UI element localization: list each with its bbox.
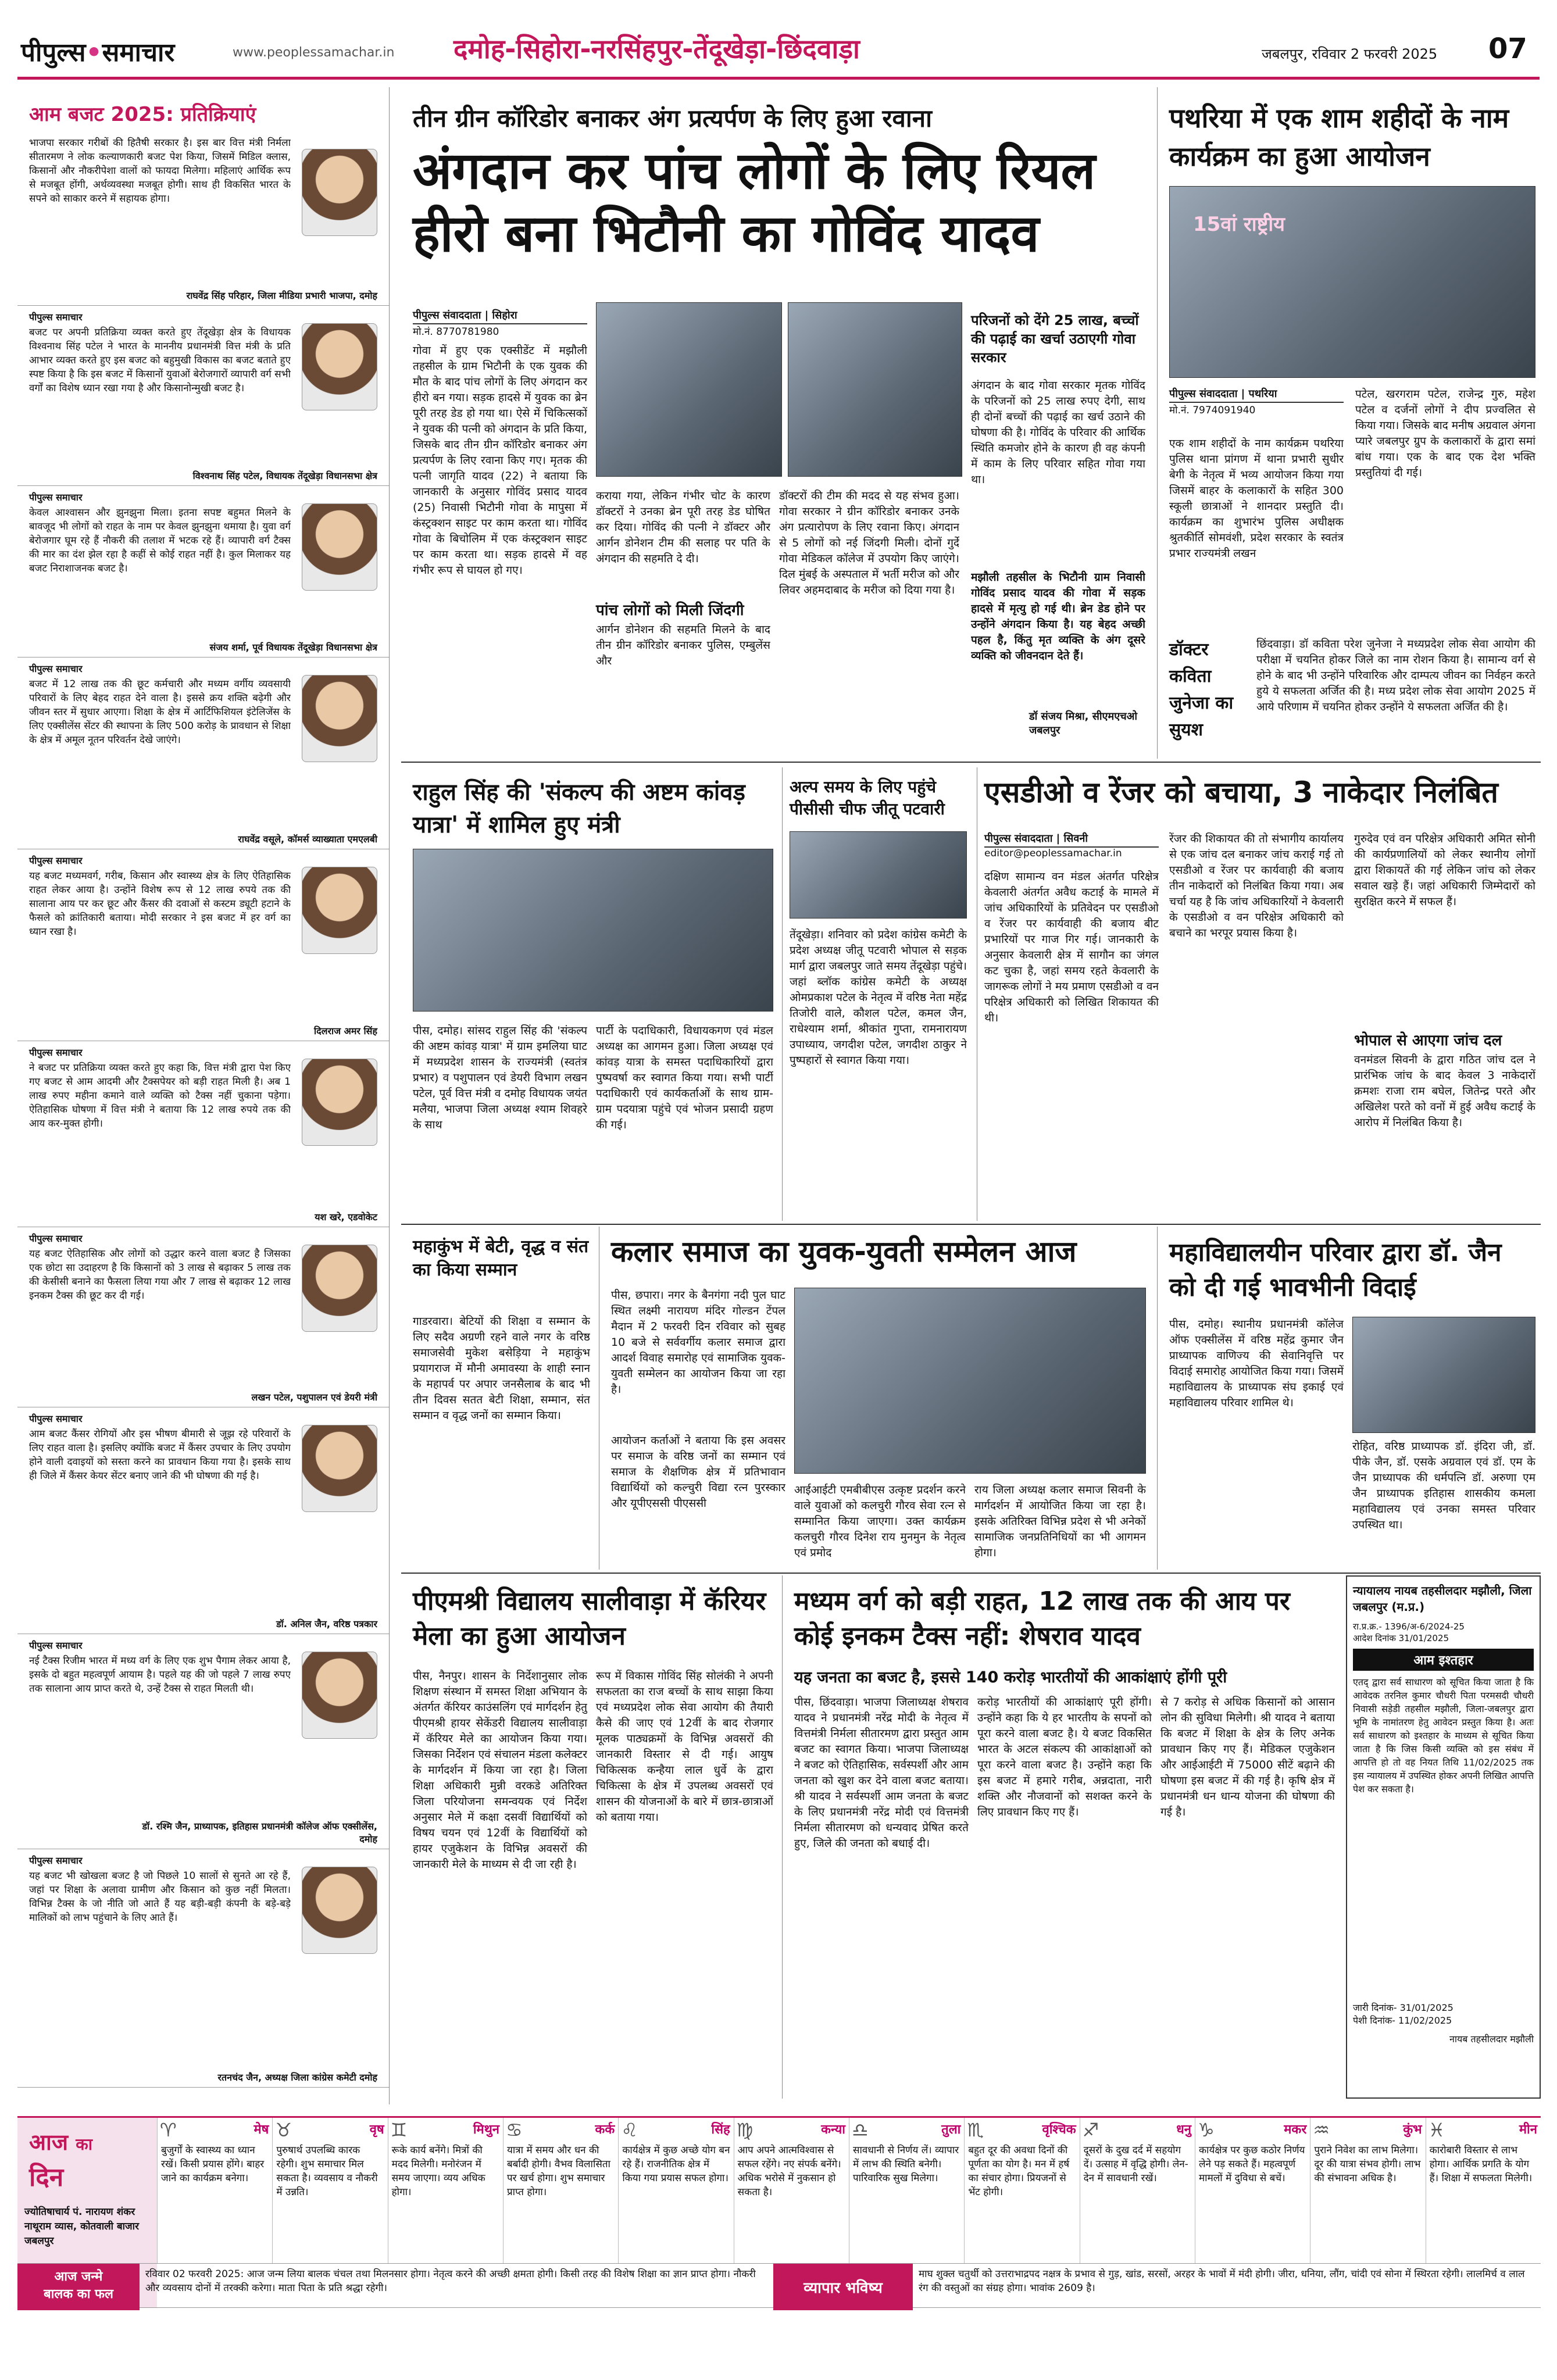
budget-reaction [17,1407,389,1634]
zodiac-text: रूके कार्य बनेंगे। मित्रों की मदद मिलेगी। मनोरंजन में समय जाएगा। व्यय अधिक होगा। [391,2145,485,2198]
birth-text: रविवार 02 फरवरी 2025: आज जन्म लिया बालक चंचल तथा मिलनसार होगा। नेतृत्व करने की अच्छी क्षमता होगी। किसी तरह की विशेष शिक्षा का ज्ञान प्राप्त होगा। नौकरी और व्यवसाय दोनों में तरक्की करेगा। माता पिता के प्रति श्रद्धा रहेगी। [145,2268,756,2294]
trade-label: व्यापार भविष्य [773,2264,913,2310]
zodiac-symbol-icon: ♎ [852,2119,869,2141]
reaction-author: राघवेंद्र वसूले, कॉमर्स व्याख्याता एमएलबी [238,834,377,845]
zodiac-name: सिंह [711,2122,730,2137]
reaction-portrait [302,1425,377,1512]
masthead [0,0,1557,87]
logo-dot: • [85,38,102,67]
main-quote-by: डॉ संजय मिश्रा, सीएमएचओ जबलपुर [1029,710,1138,737]
sdo-story [977,767,1541,1221]
budget-reaction [17,849,389,1041]
zodiac-sign [388,2118,503,2263]
jain-headline: महाविद्यालयीन परिवार द्वारा डॉ. जैन को दी गई भावभीनी विदाई [1169,1238,1502,1302]
reaction-portrait [302,675,377,762]
patwari-body: तेंदूखेड़ा। शनिवार को प्रदेश कांग्रेस कमेटी के प्रदेश अध्यक्ष जीतू पटवारी भोपाल से सड़क मार्ग द्वारा जबलपुर जाते समय तेंदूखेड़ा पहुंचे। जहां ब्लॉक कांग्रेस कमेटी के अध्यक्ष ओमप्रकाश पटेल के नेतृत्व में वरिष्ठ नेता महेंद्र तिजोरी वाले, कौशल पटेल, कमल जैन, राधेश्याम शर्मा, श्रीकांत गुप्ता, रामनारायण उपाध्याय, जगदीश पटेल, जगदीश ठाकुर ने पुष्पहारों से स्वागत किया गया। [790,928,967,1067]
reaction-text: यह बजट ऐतिहासिक और लोगों को उद्धार करने वाला बजट है जिसका एक छोटा सा उदाहरण है कि किसानों को 3 लाख से बढ़ाकर 5 लाख तक की केसीसी बनाने का फैसला लिया गया और 7 लाख से बढ़ाकर 12 लाख इनकम टैक्स की छूट कर दी गई। [29,1248,291,1302]
reaction-tag: पीपुल्स समाचार [29,492,83,503]
sdo-body-col3: गुरुदेव एवं वन परिक्षेत्र अधिकारी अमित सोनी की कार्यप्रणालियों को लेकर स्थानीय लोगों द्वारा शिकायतें की गई लेकिन जांच को लेकर सवाल खड़े हैं। जहां अधिकारी जिम्मेदारों को सुरक्षित करने में सफल हैं। [1354,832,1535,908]
zodiac-name: कन्या [821,2122,845,2137]
row2-rule [401,762,1541,763]
zodiac-symbol-icon: ♓ [1428,2119,1445,2141]
zodiac-symbol-icon: ♌ [621,2119,638,2141]
budget-heading: आम बजट 2025: प्रतिक्रियाएं [29,103,256,126]
main-kicker: तीन ग्रीन कॉरिडोर बनाकर अंग प्रत्यर्पण के लिए हुआ रवाना [413,104,932,133]
reaction-author: लखन पटेल, पशुपालन एवं डेयरी मंत्री [251,1392,377,1403]
horoscope-band [17,2116,1541,2308]
reaction-tag: पीपुल्स समाचार [29,1047,83,1058]
budget-reaction [17,1634,389,1849]
zodiac-text: दूसरों के दुख दर्द में सहयोग दें। उत्साह में वृद्धि होगी। लेन-देन में सावधानी रखें। [1083,2145,1188,2184]
kumbh-story [401,1227,596,1570]
zodiac-sign [734,2118,849,2263]
main-headline: अंगदान कर पांच लोगों के लिए रियल हीरो बना भिटौनी का गोविंद यादव [413,141,1096,263]
reaction-author: राघवेंद्र सिंह परिहार, जिला मीडिया प्रभारी भाजपा, दमोह [186,290,377,301]
kalar-caption-1: आईआईटी एमबीबीएस उत्कृष्ट प्रदर्शन करने वाले युवाओं को कलचुरी गौरव सेवा रत्न से सम्मानित किया जाएगा। उक्त कार्यक्रम कलचुरी गौरव दिनेश राय मुनमुन के नेतृत्व एवं प्रमोद [794,1484,966,1559]
website: www.peoplessamachar.in [233,45,395,60]
reaction-author: रतनचंद जैन, अध्यक्ष जिला कांग्रेस कमेटी दमोह [217,2072,377,2083]
pathariya-body-col2: पटेल, खरगराम पटेल, राजेन्द्र गुरु, महेश पटेल व दर्जनों लोगों ने दीप प्रज्वलित से किया गया। जिसके बाद मनीष अग्रवाल अंगना प्यारे जबलपुर ग्रुप के कलाकारों के द्वारा समां बांध गया। एक के बाद एक देश भक्ति प्रस्तुतियां दी गई। [1355,388,1535,479]
reaction-tag: पीपुल्स समाचार [29,1413,83,1424]
main-photo-2 [788,302,962,477]
budget-reaction [17,1227,389,1407]
zodiac-symbol-icon: ♑ [1198,2119,1215,2141]
zodiac-sign [1310,2118,1425,2263]
budget-reaction [17,1041,389,1227]
reaction-tag: पीपुल्स समाचार [29,663,83,674]
rahul-headline: राहुल सिंह की 'संकल्प की अष्टम कांवड़ यात्रा' में शामिल हुए मंत्री [413,779,745,838]
budget-reaction [17,131,389,306]
kumbh-body: गाडरवारा। बेटियों की शिक्षा व सम्मान के लिए सदैव अग्रणी रहने वाले नगर के वरिष्ठ समाजसेवी मुकेश बसेड़िया ने महाकुंभ प्रयागराज में मौनी अमावस्या के शाही स्नान के महापर्व पर अपार जनसैलाब के बाद भी तीन दिवस सतत बेटी शिक्षा, सम्मान, संत सम्मान व वृद्ध जनों का सम्मान किया। [413,1315,590,1422]
city-3: नरसिंहपुर- [591,33,694,65]
reaction-author: यश खरे, एडवोकेट [315,1212,377,1223]
main-body-col1: गोवा में हुए एक एक्सीडेंट में मझौली तहसील के ग्राम भिटौनी के एक युवक की मौत के बाद पांच लोगों के लिए अंगदान कर हीरो बन गया। सड़क हादसे में युवक का ब्रेन पूरी तरह डेड हो गया था। ऐसे में चिकित्सकों ने युवक की पत्नी को अंगदान के प्रति किया, जिसके बाद तीन ग्रीन कॉरिडोर बनाकर अंग प्रत्यर्पण के लिए रवाना किए गए। मृतक की पत्नी जागृति यादव (22) ने बताया कि जानकारी के अनुसार गोविंद प्रसाद यादव (25) निवासी भिटौनी गोवा के मापुसा में कंस्ट्रक्शन साइट पर काम करता था। गोविंद गोवा के बिचोलिम में एक कंस्ट्रक्शन साइट पर काम करता था। सड़क हादसे में वह गंभीर रूप से घायल हो गए। [413,344,587,577]
pathariya-photo [1169,186,1535,378]
zodiac-sign [157,2118,272,2263]
tax-body-col3: से 7 करोड़ से अधिक किसानों को आसान लोन की सुविधा मिलेगी। श्री यादव ने बताया कि बजट में शिक्षा के क्षेत्र के लिए अनेक प्रावधान किए गए हैं। मेडिकल एजुकेशन और आईआईटी में 75000 सीटें बढ़ाने की घोषणा इस बजट में की गई है। कृषि क्षेत्र में प्रधानमंत्री धन धान्य योजना की घोषणा की गई है। [1160,1696,1335,1818]
zodiac-symbol-icon: ♊ [390,2119,408,2141]
budget-column [17,87,390,2104]
pathariya-headline: पथरिया में एक शाम शहीदों के नाम कार्यक्रम का हुआ आयोजन [1169,102,1509,172]
din-label: दिन [29,2163,64,2192]
zodiac-sign [618,2118,733,2263]
page-number: 07 [1488,33,1527,65]
career-body-col2: रूप में विकास गोविंद सिंह सोलंकी ने अपनी सफलता का राज बच्चों के साथ साझा किया एवं मध्यप्रदेश लोक सेवा आयोग की तैयारी कैसे की जाए एवं 12वीं के बाद रोजगार मूलक पाठ्यक्रमों के विभिन्न अवसरों की जानकारी विस्तार से दी गई। आयुष चिकित्सक कन्हैया लाल धुर्वे के द्वारा चिकित्सा के क्षेत्र में उपलब्ध अवसरों एवं शासन की योजनाओं के बारे में छात्र-छात्राओं को बताया गया। [596,1670,773,1824]
reaction-text: नई टैक्स रिजीम भारत में मध्य वर्ग के लिए एक शुभ पैगाम लेकर आया है, इसके दो बहुत महत्वपूर्ण आयाम है। पहले यह की जो पहले 7 लाख रुपए तक सालाना आय प्राप्त करते थे, उन्हें टैक्स से राहत मिलती थी। [29,1655,291,1695]
reaction-author: संजय शर्मा, पूर्व विधायक तेंदूखेड़ा विधानसभा क्षेत्र [209,642,377,653]
reaction-portrait [302,1059,377,1146]
zodiac-grid [157,2118,1541,2263]
reaction-author: डॉ. अनिल जैन, वरिष्ठ पत्रकार [276,1618,377,1629]
birth-box [17,2263,773,2310]
reaction-author: दिलराज अमर सिंह [314,1025,377,1037]
jain-body-col2: रोहित, वरिष्ठ प्राध्यापक डॉ. इंदिरा जी, डॉ. पीके जैन, डॉ. एसके अग्रवाल एवं डॉ. एम के जैन प्राध्यापक की धर्मपत्नि डॉ. अरुणा एम जैन प्राध्यापक इतिहास शासकीय कमला महाविद्यालय एवं उनका समस्त परिवार उपस्थित था। [1352,1440,1535,1531]
header-rule [17,77,1540,80]
reaction-text: यह बजट मध्यमवर्ग, गरीब, किसान और स्वास्थ्य क्षेत्र के लिए ऐतिहासिक राहत लेकर आया है। उन्होंने विशेष रूप से 12 लाख रुपये तक की सालाना आय पर कर छूट और कैंसर की दवाओं से कस्टम ड्यूटी हटाने के फैसले को क्रांतिकारी बताया। मोदी सरकार ने इस बजट में हर वर्ग का ध्यान रखा है। [29,870,291,938]
reaction-portrait [302,503,377,591]
aaj-label [29,2127,92,2157]
zodiac-symbol-icon: ♋ [506,2119,523,2141]
tax-body-col1: पीस, छिंदवाड़ा। भाजपा जिलाध्यक्ष शेषराव यादव ने प्रधानमंत्री नरेंद्र मोदी के नेतृत्व में वित्तमंत्री निर्मला सीतारमण द्वारा प्रस्तुत आम बजट का स्वागत किया। भाजपा जिलाध्यक्ष ने बजट को ऐतिहासिक, सर्वस्पर्शी और आम जनता को खुश कर देने वाला बजट बताया। श्री यादव ने सर्वस्पर्शी आम जनता के बजट के लिए प्रधानमंत्री नरेंद्र मोदी एवं वित्तमंत्री निर्मला सीतारमण को धन्यवाद प्रेषित करते हुए, जिले की जनता को बधाई दी। [794,1696,969,1850]
reaction-portrait [302,1867,377,1954]
zodiac-name: धनु [1176,2122,1191,2137]
zodiac-sign [849,2118,964,2263]
dateline: जबलपुर, रविवार 2 फरवरी 2025 [1262,46,1438,62]
zodiac-text: बहुत दूर की अवधा दिनों की पूर्णता का योग है। मन में हर्ष का संचार होगा। प्रियजनों से भेंट होगी। [968,2145,1070,2198]
jain-story [1157,1227,1541,1570]
sdo-email[interactable]: editor@peoplessamachar.in [984,848,1122,859]
zodiac-name: वृष [369,2122,384,2137]
city-4: तेंदूखेड़ा- [693,33,777,65]
zodiac-name: वृश्चिक [1042,2122,1076,2137]
doctor-headline: डॉक्टर कविता जुनेजा का सुयश [1169,639,1234,740]
logo-part1: पीपुल्स [21,38,86,67]
reaction-text: बजट पर अपनी प्रतिक्रिया व्यक्त करते हुए तेंदूखेड़ा क्षेत्र के विधायक विश्वनाथ सिंह पटेल ने भारत के माननीय प्रधानमंत्री वित्त मंत्री के प्रति आभार व्यक्त करते हुए इस बजट को बहुमुखी विकास का बजट बताते हुए स्पष्ट किया है कि इस बजट में किसानों युवाओं बेरोजगारों व्यापारी वर्ग सभी वर्गों का विशेष ध्यान रखा गया है और किसानोन्मुखी बजट है। [29,327,291,394]
sdo-body-col1: दक्षिण सामान्य वन मंडल अंतर्गत परिक्षेत्र केवलारी अंतर्गत अवैध कटाई के मामले में जांच अधिकारियों के प्रतिवेदन पर एसडीओ व रेंजर पर कार्यवाही की बजाय बीट प्रभारियों पर गाज गिर गई। जानकारी के अनुसार केवलारी क्षेत्र में सागौन का जंगल कट चुका है, जहां समय रहते केवलारी के जागरूक लोगों ने मय प्रमाण एसडीओ व वन परिक्षेत्र अधिकारी को लिखित शिकायत की थी। [984,870,1159,1024]
reaction-author: विश्वनाथ सिंह पटेल, विधायक तेंदूखेड़ा विधानसभा क्षेत्र [192,470,377,481]
zodiac-sign [964,2118,1079,2263]
zodiac-sign [503,2118,618,2263]
kalar-photo [794,1288,1146,1474]
zodiac-name: कर्क [595,2122,615,2137]
zodiac-text: सावधानी से निर्णय लें। व्यापार में लाभ की स्थिति बनेगी। पारिवारिक सुख मिलेगा। [853,2145,959,2184]
main-byline: पीपुल्स संवाददाता | सिहोरा [413,308,587,324]
reaction-author: डॉ. रश्मि जैन, प्राध्यापक, इतिहास प्रधानमंत्री कॉलेज ऑफ एक्सीलेंस, दमोह [142,1821,377,1845]
zodiac-text: कार्यक्षेत्र पर कुछ कठोर निर्णय लेने पड़ सकते हैं। महत्वपूर्ण मामलों में दुविधा से बचें। [1199,2145,1305,2184]
rahul-photo [413,849,773,1012]
reaction-text: यह बजट भी खोखला बजट है जो पिछले 10 सालों से सुनते आ रहे हैं, जहां पर शिक्षा के अलावा ग्रामीण और किसान को कुछ नहीं मिलता। विभिन्न टैक्स के जो नीति जो आते हैं यह बड़ी-बड़ी कंपनी के बड़े-बड़े मालिकों को लाभ पहुंचाने के लिए आते हैं। [29,1870,291,1924]
zodiac-name: मिथुन [473,2122,499,2137]
rahul-body-col2: पार्टी के पदाधिकारी, विधायकगण एवं मंडल अध्यक्ष का आगमन हुआ। जिला अध्यक्ष एवं कांवड़ यात्रा के समस्त पदाधिकारियों द्वारा पुष्पवर्षा कर स्वागत किया गया। सभी पार्टी पदाधिकारी एवं कार्यकर्ताओं के साथ ग्राम-ग्राम पदयात्रा पहुंचे एवं भोजन प्रसादी ग्रहण की गई। [596,1024,773,1131]
reaction-tag: पीपुल्स समाचार [29,1855,83,1866]
zodiac-sign [1195,2118,1310,2263]
zodiac-name: मेष [253,2122,269,2137]
jain-body-col1: पीस, दमोह। स्थानीय प्रधानमंत्री कॉलेज ऑफ एक्सीलेंस में वरिष्ठ महेंद्र कुमार जैन प्राध्यापक वाणिज्य की सेवानिवृत्ति पर विदाई समारोह आयोजित किया गया। जिसमें महाविद्यालय के प्राध्यापक संघ इकाई एवं महाविद्यालय परिवार शामिल थे। [1169,1318,1344,1409]
pathariya-story [1157,87,1541,759]
main-body-col3: डॉक्टरों की टीम की मदद से यह संभव हुआ। गोवा सरकार ने ग्रीन कॉरिडोर बनाकर उनके अंग प्रत्यारोपण के लिए रवाना किए। अंगदान से 5 लोगों को नई जिंदगी मिली। दोनों गुर्दे गोवा मेडिकल कॉलेज में उपयोग किए जाएंगे। दिल मुंबई के अस्पताल में भर्ती मरीज को और लिवर अहमदाबाद के मरीज को दिया गया है। [779,489,959,596]
reaction-text: आम बजट कैंसर रोगियों और इस भीषण बीमारी से जूझ रहे परिवारों के लिए राहत वाला है। इसलिए क्योंकि बजट में कैंसर उपचार के लिए उपयोग होने वाली दवाइयों को सस्ता करने का प्रावधान किया गया है। इसके साथ ही जिले में कैंसर केयर सेंटर बनाए जाने की भी घोषणा की गई है। [29,1428,291,1482]
reaction-tag: पीपुल्स समाचार [29,1640,83,1651]
main-body-col2: कराया गया, लेकिन गंभीर चोट के कारण डॉक्टरों ने उनका ब्रेन पूरी तरह डेड घोषित कर दिया। गोविंद की पत्नी ने डॉक्टर और आर्गन डोनेशन टीम की सलाह पर पति के अंगदान की सहमति दे दी। [596,489,770,565]
zodiac-symbol-icon: ♉ [275,2119,292,2141]
career-story [401,1575,779,2099]
aaj-word: आज [29,2129,69,2155]
main-side-body: अंगदान के बाद गोवा सरकार मृतक गोविंद के परिजनों को 25 लाख रुपए देगी, साथ ही दोनों बच्चों की पढ़ाई का खर्च उठाने की घोषणा की है। गोविंद के परिवार की आर्थिक स्थिति कमजोर होने के कारण ही वह कंपनी में काम के लिए परिवार सहित गोवा गया था। [971,379,1145,486]
notice-hearing: पेशी दिनांक- 11/02/2025 [1353,2015,1452,2026]
jain-photo [1352,1317,1535,1433]
zodiac-name: तुला [941,2122,961,2137]
reaction-portrait [302,323,377,410]
reaction-text: बजट में 12 लाख तक की छूट कर्मचारी और मध्यम वर्गीय व्यवसायी परिवारों के लिए बेहद राहत देने वाला है। इससे क्रय शक्ति बढ़ेगी और जीवन स्तर में सुधार आएगा। शिक्षा के क्षेत्र में आर्टिफिशियल इंटेलिजेंस के लिए एक्सीलेंस सेंटर की स्थापना के लिए 500 करोड़ के प्रावधान से शिक्षा के क्षेत्र में अमूल नूतन परिवर्तन देखे जाएंगे। [29,678,291,746]
trade-text: माघ शुक्ल चतुर्थी को उत्तराभाद्रपद नक्षत्र के प्रभाव से गुड़, खांड, सरसों, अरहर के भावों में मंदी होगी। जीरा, धनिया, लौंग, चांदी एवं सोना में स्थिरता रहेगी। लालमिर्च व लाल रंग की वस्तुओं का संग्रह होगा। भावांक 2609 है। [919,2268,1525,2294]
kalar-body-col1: पीस, छपारा। नगर के बैनगंगा नदी पुल घाट स्थित लक्ष्मी नारायण मंदिर गोल्डन टेंपल मैदान में 2 फरवरी दिन रविवार को सुबह 10 बजे से सर्ववर्गीय कलार समाज द्वारा आदर्श विवाह समारोह एवं सामाजिक युवक-युवती सम्मेलन का आयोजन किया जा रहा है। [611,1289,785,1396]
kalar-headline: कलार समाज का युवक-युवती सम्मेलन आज [611,1235,1077,1268]
patwari-headline: अल्प समय के लिए पहुंचे पीसीसी चीफ जीतू पटवारी [790,777,945,819]
main-photo-1 [596,302,782,477]
zodiac-symbol-icon: ♈ [160,2119,177,2141]
reaction-text: केवल आश्वासन और झुनझुना मिला। इतना सपष्ट बहुमत मिलने के बावजूद भी लोगों को राहत के नाम पर केवल झुनझुना थमाया है। युवा वर्ग बेरोजगार घूम रहे हैं नौकरी की तलाश में भटक रहे हैं। व्यापारी वर्ग टैक्स की मार का दंश झेल रहा है कहीं से कोई राहत नहीं है। कुल मिलाकर यह बजट निराशाजनक बजट है। [29,507,291,574]
city-5: छिंदवाड़ा [777,33,860,65]
reaction-tag: पीपुल्स समाचार [29,312,83,323]
patwari-story [782,767,971,1221]
patwari-photo [790,831,967,919]
reaction-portrait [302,149,377,236]
trade-box [773,2263,1541,2310]
reaction-tag: पीपुल्स समाचार [29,855,83,866]
kalar-body-col1b: आयोजन कर्ताओं ने बताया कि इस अवसर पर समाज के वरिष्ठ जनों का सम्मान एवं समाज के शैक्षणिक क्षेत्र में प्रतिभावान विद्यार्थियों को कल्चुरी विद्या रत्न पुरस्कार और यूपीएससी पीएससी [611,1434,785,1510]
reaction-tag: पीपुल्स समाचार [29,1233,83,1244]
kumbh-headline: महाकुंभ में बेटी, वृद्ध व संत का किया सम्मान [413,1237,589,1280]
zodiac-text: बुजुर्गों के स्वास्थ्य का ध्यान रखें। किसी प्रयास होंगे। बाहर जाने का कार्यक्रम बनेगा। [161,2145,265,2184]
main-subhead: पांच लोगों को मिली जिंदगी [596,602,744,619]
rahul-story [401,767,779,1221]
zodiac-text: कार्यक्षेत्र में कुछ अच्छे योग बन रहे हैं। राजनीतिक क्षेत्र में किया गया प्रयास सफल होगा। [622,2145,730,2184]
zodiac-sign [272,2118,387,2263]
sdo-subhead: भोपाल से आएगा जांच दल [1354,1032,1502,1049]
zodiac-text: पुराने निवेश का लाभ मिलेगा। दूर की यात्रा संभव होगी। लाभ की संभावना अधिक है। [1314,2145,1421,2184]
ka-word: का [76,2135,93,2154]
city-2: सिहोरा- [516,33,591,65]
notice-subtitle: आम इश्तहार [1353,1649,1534,1671]
tax-story [782,1575,1340,2099]
sdo-body-col3b: वनमंडल सिवनी के द्वारा गठित जांच दल ने प्रारंभिक जांच के बाद केवल 3 नाकेदारों क्रमशः राजा राम बघेल, जितेन्द्र परते और अखिलेश परते को वनों में हुई अवैध कटाई के आरोप में निलंबित किया है। [1354,1053,1535,1129]
zodiac-name: कुंभ [1403,2122,1422,2137]
budget-reaction [17,657,389,849]
main-quote: मझौली तहसील के भिटौनी ग्राम निवासी गोविंद प्रसाद यादव की गोवा में सड़क हादसे में मृत्यु हो गई थी। ब्रेन डेड होने पर उन्होंने अंगदान किया है। यह बेहद अच्छी पहल है, किंतु मृत व्यक्ति के अंग दूसरे व्यक्ति को जीवनदान देते हैं। [971,571,1145,662]
birth-label [17,2264,140,2310]
notice-sign: नायब तहसीलदार मझौली [1449,2034,1534,2045]
career-body-col1: पीस, नैनपुर। शासन के निर्देशानुसार लोक शिक्षण संस्थान में समस्त शिक्षा अभियान के अंतर्गत कॅरियर काउंसलिंग एवं मार्गदर्शन हेतु पीएमश्री हायर सेकेंडरी विद्यालय सालीवाड़ा में कॅरियर मेले का आयोजन किया गया। जिसका निर्देशन एवं संचालन मंडला कलेक्टर के मार्गदर्शन में किया जा रहा है। जिला शिक्षा अधिकारी मुन्नी वरकडे अतिरिक्त जिला परियोजना समन्वयक एवं निर्देश अनुसार मेले में कक्षा दसवीं विद्यार्थियों को विषय चयन एवं 12वीं के विद्यार्थियों को हायर एजुकेशन के विभिन्न अवसरों की जानकारी मेले के माध्यम से दी जा रही है। [413,1670,587,1871]
reaction-portrait [302,1652,377,1739]
city-strip [453,30,860,66]
logo-part2: समाचार [102,38,175,67]
sdo-headline: एसडीओ व रेंजर को बचाया, 3 नाकेदार निलंबित [984,776,1498,809]
reaction-text: ने बजट पर प्रतिक्रिया व्यक्त करते हुए कहा कि, वित्त मंत्री द्वारा पेश किए गए बजट से आम आदमी और टैक्सपेयर को बड़ी राहत मिली है। अब 1 लाख रुपए महीना कमाने वाले व्यक्ति को टैक्स नहीं चुकाना पड़ेगा। ऐतिहासिक घोषणा में वित्त मंत्री ने बताया कि 12 लाख रुपये तक की आय कर-मुक्त होगी। [29,1062,291,1130]
career-headline: पीएमश्री विद्यालय सालीवाड़ा में कॅरियर मेला का हुआ आयोजन [413,1586,766,1651]
logo [21,34,174,69]
budget-reaction [17,486,389,657]
kalar-story [599,1227,1151,1570]
budget-reaction [17,306,389,486]
zodiac-sign [1426,2118,1541,2263]
court-notice [1346,1575,1541,2099]
notice-title: न्यायालय नायब तहसीलदार मझौली, जिला जबलपुर (म.प्र.) [1353,1584,1532,1614]
zodiac-name: मीन [1519,2122,1537,2137]
main-phone: मो.नं. 8770781980 [413,326,499,338]
budget-reaction [17,1849,389,2088]
rahul-body-col1: पीस, दमोह। सांसद राहुल सिंह की 'संकल्प की अष्टम कांवड़ यात्रा' में ग्राम इमलिया घाट में मध्यप्रदेश शासन के राज्यमंत्री (स्वतंत्र प्रभार) व पशुपालन एवं डेयरी विभाग लखन पटेल, पूर्व वित्त मंत्री व दमोह विधायक जयंत मलैया, भाजपा जिला अध्यक्ष श्याम शिवहरे के साथ [413,1024,587,1131]
zodiac-sign [1080,2118,1195,2263]
tax-subhead: यह जनता का बजट है, इससे 140 करोड़ भारतीयों की आकांक्षाएं होंगी पूरी [794,1668,1227,1686]
zodiac-text: कारोबारी विस्तार से लाभ होगा। आर्थिक प्रगति के योग हैं। शिक्षा में सफलता मिलेगी। [1429,2145,1533,2184]
zodiac-text: आप अपने आत्मविश्वास से सफल रहेंगे। नए संपर्क बनेंगे। अधिक भरोसे में नुकसान हो सकता है। [737,2145,841,2198]
notice-date: आदेश दिनांक 31/01/2025 [1353,1633,1449,1643]
pathariya-phone: मो.नं. 7974091940 [1169,405,1256,416]
kalar-caption-2: राय जिला अध्यक्ष कलार समाज सिवनी के मार्गदर्शन में आयोजित किया जा रहा है। इसके अतिरिक्त विभिन्न प्रदेश से भी अनेकों सामाजिक जनप्रतिनिधियों का भी आगमन होगा। [974,1484,1146,1559]
pathariya-photo-banner: 15वां राष्ट्रीय [1193,213,1285,236]
reaction-portrait [302,1245,377,1332]
pathariya-body-col1: एक शाम शहीदों के नाम कार्यक्रम पथरिया पुलिस थाना प्रांगण में थाना प्रभारी सुधीर बेगी के नेतृत्व में भव्य आयोजन किया गया जिसमें बाहर के कलाकारों के सहित 300 स्कूली छात्राओं ने शानदार प्रस्तुति दी। कार्यक्रम का शुभारंभ पुलिस अधीक्षक श्रुतकीर्ति सोमवंशी, प्रदेश सरकार के स्वतंत्र प्रभार राज्यमंत्री लखन [1169,437,1344,560]
zodiac-text: पुरुषार्थ उपलब्धि कारक रहेगी। शुभ समाचार मिल सकता है। व्यवसाय व नौकरी में उन्नति। [276,2145,378,2198]
notice-body: एतद् द्वारा सर्व साधारण को सूचित किया जाता है कि आवेदक तरनिल कुमार चौधरी पिता परमसदी चौधरी निवासी सड़ेडी तहसील मझौली, जिला-जबलपुर द्वारा भूमि के नामांतरण हेतु आवेदन प्रस्तुत किया है। अतः सर्व साधारण को इश्तहार के माध्यम से सूचित किया जाता है कि जिस किसी व्यक्ति को इस संबंध में आपत्ति हो तो वह नियत तिथि 11/02/2025 तक इस न्यायालय में उपस्थित होकर अपनी लिखित आपत्ति पेश कर सकता है। [1353,1677,1534,1795]
zodiac-symbol-icon: ♍ [736,2119,753,2141]
zodiac-text: यात्रा में समय और धन की बर्बादी होगी। वैभव विलासिता पर खर्च होगा। शुभ समाचार प्राप्त होगा। [507,2145,610,2198]
zodiac-symbol-icon: ♐ [1082,2119,1099,2141]
sdo-byline: पीपुल्स संवाददाता | सिवनी [984,831,1159,848]
tax-body-col2: करोड़ भारतीयों की आकांक्षाएं पूरी होंगी। उन्होंने कहा कि ये हर भारतीय के सपनों को पूरा करने वाला बजट है। ये बजट विकसित भारत के अटल संकल्प की आकांक्षाओं को पूरा करने वाला बजट है। उन्होंने कहा कि इस बजट में हमारे गरीब, अन्नदाता, नारी शक्ति और नौजवानों को सशक्त करने के लिए प्रावधान किए गए हैं। [977,1696,1152,1818]
notice-issue: जारी दिनांक- 31/01/2025 [1353,2002,1454,2013]
main-body-col2b: आर्गन डोनेशन की सहमति मिलने के बाद तीन ग्रीन कॉरिडोर बनाकर पुलिस, एम्बुलेंस और [596,623,770,667]
birth-label-1: आज जन्मे [54,2270,103,2284]
zodiac-symbol-icon: ♏ [967,2119,984,2141]
budget-reaction-list [17,131,389,2088]
astrologer: ज्योतिषाचार्य पं. नारायण शंकर नाथूराम व्यास, कोतवाली बाजार जबलपुर [24,2206,140,2247]
reaction-portrait [302,867,377,954]
zodiac-name: मकर [1284,2122,1307,2137]
reaction-text: भाजपा सरकार गरीबों की हितैषी सरकार है। इस बार वित्त मंत्री निर्मला सीतारमण ने लोक कल्याणकारी बजट पेश किया, जिसमें मिडिल क्लास, किसानों और नौकरीपेशा वालों को फायदा मिलेगा। महिलाएं आर्थिक रूप से मजबूत होंगी, अर्थव्यवस्था मजबूत होगी। साथ ही विकसित भारत के सपने को साकार करने में सहायक होगा। [29,137,291,205]
birth-label-2: बालक का फल [44,2287,113,2302]
sdo-body-col2: रेंजर की शिकायत की तो संभागीय कार्यालय से एक जांच दल बनाकर जांच कराई गई तो एसडीओ व रेंजर पर कार्यवाही की बजाय तीन नाकेदारों को निलंबित किया गया। अब चर्चा यह है कि जांच अधिकारियों ने केवलारी के एसडीओ व वन परिक्षेत्र अधिकारी को बचाने का भरपूर प्रयास किया है। [1169,832,1344,939]
zodiac-symbol-icon: ♒ [1313,2119,1330,2141]
notice-ref: रा.प्र.क्र.- 1396/अ-6/2024-25 [1353,1621,1465,1632]
row3-rule [401,1224,1541,1225]
doctor-body: छिंदवाड़ा। डॉ कविता परेश जुनेजा ने मध्यप्रदेश लोक सेवा आयोग की परीक्षा में चयनित होकर जिले का नाम रोशन किया है। सामान्य वर्ग से होने के बाद भी उन्होंने परिवारिक और दाम्पत्य जीवन का निर्वहन करते हुये ये सफलता अर्जित की है। मध्य प्रदेश लोक सेवा आयोग 2025 में आये परिणाम में चयनित होकर उन्होंने ये सफलता अर्जित की है। [1256,638,1535,713]
main-story [401,87,1151,759]
pathariya-byline: पीपुल्स संवाददाता | पथरिया [1169,387,1344,403]
tax-headline: मध्यम वर्ग को बड़ी राहत, 12 लाख तक की आय पर कोई इनकम टैक्स नहीं: शेषराव यादव [794,1586,1290,1651]
row4-rule [401,1573,1541,1574]
city-1: दमोह- [453,33,516,65]
main-sidehead: परिजनों को देंगे 25 लाख, बच्चों की पढ़ाई का खर्चा उठाएगी गोवा सरकार [971,312,1139,366]
